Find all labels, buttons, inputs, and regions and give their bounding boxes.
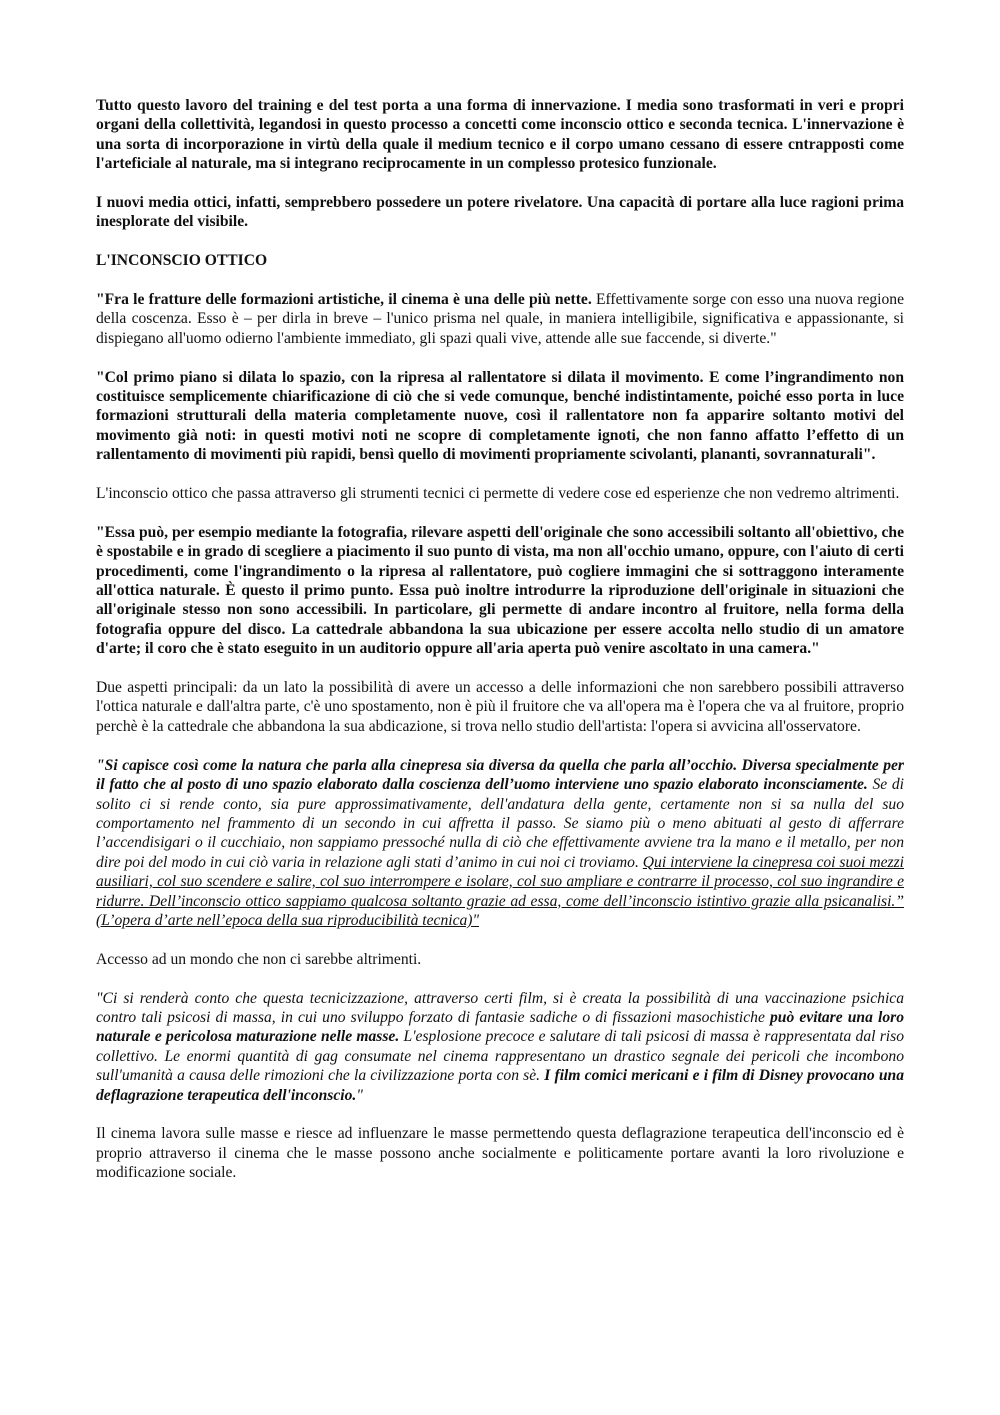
paragraph-nuovi-media: I nuovi media ottici, infatti, semprebbero possedere un potere rivelatore. Una capacità di portare alla luce ragioni prima inesplorate del visibile. [96, 194, 904, 231]
quote-fotografia: "Essa può, per esempio mediante la fotografia, rilevare aspetti dell'originale che sono accessibili soltanto all'obiettivo, che è spostabile e in grado di scegliere a piacimento il suo punto di vista, ma non all'occhio umano, oppure, con l'aiuto di certi procedimenti, come l'ingrandimento o la ripresa al rallentatore, può cogliere immagini che si sottraggono interamente all'ottica naturale. È questo il primo punto. Essa può inoltre introdurre la riproduzione dell'originale in situazioni che all'originale stesso non sono accessibili. In particolare, gli permette di andare incontro al fruitore, nella forma della fotografia oppure del disco. La cattedrale abbandona la sua ubicazione per essere accolta nello studio di un amatore d'arte; il coro che è stato eseguito in un auditorio oppure all'aria aperta può venire ascoltato in una camera." [96, 523, 904, 658]
quote-cinepresa-underlined: Qui interviene la cinepresa coi suoi mezzi ausiliari, col suo scendere e salire, col suo interrompere e isolare, col suo ampliare e contrarre il processo, col suo ingrandire e ridurre. Dell’inconscio ottico sappiamo qualcosa soltanto grazie ad essa, come dell’inconscio istintivo grazie alla psicanalisi.” (L’opera d’arte nell’epoca della sua riproducibilità tecnica)" [96, 853, 905, 929]
quote-fratture-text: Effettivamente sorge con esso una nuova regione della coscenza. Esso è – per dirla in breve – l'unico prisma nel quale, in maniera intelligibile, significativa e appassionante, si dispiegano all'uomo odierno l'ambiente immediato, gli spazi quali vive, attende alle sue faccende, si diverte." [96, 291, 905, 347]
quote-vaccinazione-c: L'esplosione precoce e salutare di tali psicosi di massa è rappresentata dal riso collettivo. Le enormi quantità di gag consumate nel cinema rappresentano un drastico segnale dei pericoli che incombono sull'umanità a causa delle rimozioni che la civilizzazione porta con sè. [96, 1028, 904, 1085]
paragraph-inconscio-ottico: L'inconscio ottico che passa attraverso gli strumenti tecnici ci permette di vedere cose ed esperienze che non vedremo altrimenti. [96, 485, 900, 503]
quote-cinepresa-text: Se di solito ci si rende conto, sia pure approssimativamente, dell'andatura della gente, certamente non si sa nulla del suo comportamento nel frammento di un secondo in cui affretta il passo. Se siamo più o meno abituati al gesto di afferrare l’accendisigari o il cucchiaio, non sappiamo pressoché nulla di ciò che effettivamente avviene tra la mano e il metallo, per non dire poi del modo in cui ciò varia in relazione agli stati d’animo in cui noi ci troviamo. [96, 776, 904, 871]
quote-vaccinazione-d: I film comici mericani e i film di Disney provocano una deflagrazione terapeutica dell'inconscio. [96, 1067, 904, 1104]
paragraph-due-aspetti: Due aspetti principali: da un lato la possibilità di avere un accesso a delle informazioni che non sarebbero possibili attraverso l'ottica naturale e dall'altra parte, c'è uno spostamento, non è più il fruitore che va all'opera ma è l'opera che va al fruitore, proprio perchè è la cattedrale che abbandona la sua abdicazione, si trova nello studio dell'artista: l'opera si avvicina all'osservatore. [96, 679, 904, 735]
quote-vaccinazione-a: "Ci si renderà conto che questa tecnicizzazione, attraverso certi film, si è creata la possibilità di una vaccinazione psichica contro tali psicosi di massa, in cui uno sviluppo forzato di fantasie sadiche o di fissazioni masochistiche [96, 989, 904, 1026]
quote-fratture [96, 290, 904, 348]
quote-cinepresa-bold: "Si capisce così come la natura che parla alla cinepresa sia diversa da quella che parla all’occhio. Diversa specialmente per il fatto che al posto di uno spazio elaborato dalla coscienza dell’uomo interviene uno spazio elaborato inconsciamente. [96, 756, 904, 794]
quote-primo-piano: "Col primo piano si dilata lo spazio, con la ripresa al rallentatore si dilata il movimento. E come l’ingrandimento non costituisce semplicemente chiarificazione di ciò che si vede comunque, benché indistintamente, poiché esso porta in luce formazioni strutturali della materia completamente nuove, così il rallentatore non fa apparire soltanto motivi del movimento già noti: in questi motivi noti ne scopre di completamente ignoti, che non fanno affatto l’effetto di un rallentamento di movimenti più rapidi, bensì quello di movimenti propriamente scivolanti, plananti, sovrannaturali". [96, 368, 904, 464]
paragraph-cinema-masse: Il cinema lavora sulle masse e riesce ad influenzare le masse permettendo questa deflagrazione terapeutica dell'inconscio ed è proprio attraverso il cinema che le masse possono anche socialmente e politicamente portare avanti la loro rivoluzione e modificazione sociale. [96, 1125, 904, 1182]
quote-vaccinazione-b: può evitare una loro naturale e pericolosa maturazione nelle masse. [96, 1008, 904, 1046]
section-heading: L'INCONSCIO OTTICO [96, 252, 268, 270]
quote-fratture-bold: "Fra le fratture delle formazioni artistiche, il cinema è una delle più nette. [96, 291, 592, 309]
quote-vaccinazione [96, 989, 904, 1105]
paragraph-innervazione: Tutto questo lavoro del training e del test porta a una forma di innervazione. I media sono trasformati in veri e propri organi della collettività, legandosi in questo processo a concetti come inconscio ottico e seconda tecnica. L'innervazione è una sorta di incorporazione in virtù della quale il medium tecnico e il corpo umano cessano di essere cntrapposti come l'arteficiale al naturale, ma si integrano reciprocamente in un complesso protesico funzionale. [96, 97, 904, 173]
quote-vaccinazione-e: " [356, 1086, 363, 1104]
paragraph-accesso: Accesso ad un mondo che non ci sarebbe altrimenti. [96, 950, 422, 968]
quote-cinepresa [96, 756, 904, 931]
